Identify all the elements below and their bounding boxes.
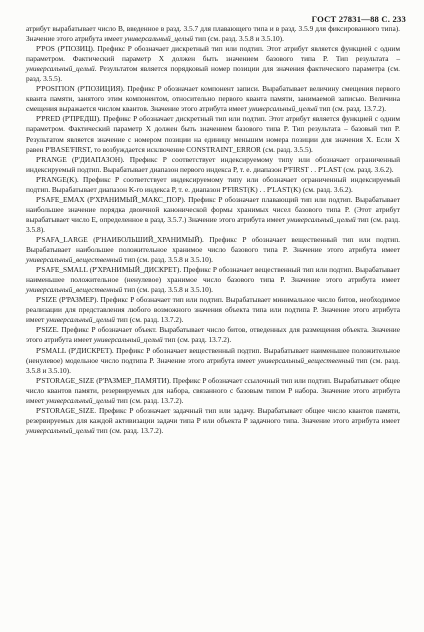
text-run: P'PRED (P'ПРЕДШ). Префикс P обозначает дискретный тип или подтип. Этот атрибут является функцией с одним параметром. Фактический параметр X должен быть значением базового типа P. Тип результата – базовый тип P. Результатом является значение с номером позиции на единицу меньшим номера позиции для значения X. Если X равен P'BASE'FIRST, то возбуждается исключение CONSTRAINT_ERROR (см. разд. 3.5.5). (26, 114, 400, 154)
italic-term: универсальный_целый (124, 34, 194, 44)
text-run: тип (см. разд. 3.5.8 и 3.5.10). (26, 355, 400, 375)
italic-term: универсальный_вещественный (26, 285, 123, 295)
text-run: P'SAFA_LARGE (P'НАИБОЛЬШИЙ_ХРАНИМЫЙ). Префикс P обозначает вещественный тип или подтип. Вырабатывает наибольшее положительное хранимое число базового типа P. Значение этого атрибута имеет (26, 234, 400, 255)
paragraph (26, 24, 400, 44)
italic-term: универсальный_целый (46, 395, 115, 405)
italic-term: универсальный_целый (248, 104, 318, 114)
text-run: P'SMALL (P'ДИСКРЕТ). Префикс P обозначает вещественный подтип. Вырабатывает наименьшее положительное (ненулевое) модельное число подтипа P. Значение этого атрибута имеет (26, 345, 400, 365)
text-run: P'STORAGE_SIZE (P'РАЗМЕР_ПАМЯТИ). Префикс P обозначает ссылочный тип или подтип. Вырабатывает общее число квантов памяти, резервируемых для набора, связанного с базовым типом P набора. Значение этого атрибута имеет (26, 375, 400, 405)
text-run: P'SAFE_EMAX (P'ХРАНИМЫЙ_МАКС_ПОР). Префикс P обозначает плавающий тип или подтип. Вырабатывает наибольшее значение порядка двоичной канонической формы хранимых чисел базового типа P. (Этот атрибут вырабатывает число E, определенное в разд. 3.5.7.) Значение этого атрибута имеет (26, 194, 400, 224)
text-run: тип (см. разд. 13.7.2). (317, 104, 387, 114)
paragraph (26, 155, 400, 175)
text-run: P'STORAGE_SIZE. Префикс P обозначает задачный тип или задачу. Вырабатывает общее число квантов памяти, резервируемых для каждой активизации задачи типа P или объекта P задачного типа. Значение этого атрибута имеет (26, 405, 400, 425)
italic-term: универсальный_целый (26, 64, 95, 74)
italic-term: универсальный_целый (46, 315, 115, 325)
text-run: тип (см. разд. 3.5.8 и 3.5.10). (122, 255, 214, 265)
page-header: ГОСТ 27831—88 С. 233 (311, 14, 406, 24)
italic-term: универсальный_целый (286, 214, 356, 224)
text-run: тип (см. разд. 3.5.8 и 3.5.10). (193, 34, 284, 44)
paragraph (26, 175, 400, 195)
paragraph (26, 325, 400, 345)
paragraph (26, 265, 400, 295)
text-run: тип (см. разд. 13.7.2). (114, 315, 184, 325)
paragraph (26, 406, 400, 436)
text-run: тип (см. разд. 3.5.8 и 3.5.10). (122, 285, 214, 295)
text-run: тип (см. разд. 3.5.8). (26, 214, 400, 234)
text-run: P'POS (P'ПОЗИЦ). Префикс P обозначает дискретный тип или подтип. Этот атрибут является функцией с одним параметром. Фактический параметр X должен быть значением базового типа P. Тип результата – (26, 44, 400, 64)
paragraph (26, 44, 400, 84)
italic-term: универсальный_целый (26, 425, 95, 435)
text-run: тип (см. разд. 13.7.2). (162, 335, 232, 345)
text-run: атрибут вырабатывает число B, введенное в разд. 3.5.7 для плавающего типа и в разд. 3.5.9 для фиксированного типа). Значение этого атрибута имеет (26, 24, 400, 44)
paragraph (26, 346, 400, 376)
text-run: P'POSITION (P'ПОЗИЦИЯ). Префикс P обозначает компонент записи. Вырабатывает величину смещения первого кванта памяти, занятого этим компонентом, относительно первого кванта памяти, занимаемой записью. Величина смещения выражается числом квантов. Значение этого атрибута имеет (26, 84, 400, 114)
italic-term: универсальный_вещественный (257, 355, 355, 365)
italic-term: универсальный_вещественный (26, 255, 123, 265)
italic-term: универсальный_целый (93, 335, 163, 345)
text-run: тип (см. разд. 13.7.2). (94, 425, 164, 435)
text-run: P'SIZE. Префикс P обозначает объект. Вырабатывает число битов, отведенных для размещения объекта. Значение этого атрибута имеет (26, 325, 400, 345)
paragraph (26, 114, 400, 154)
text-run: P'SAFE_SMALL (P'ХРАНИМЫЙ_ДИСКРЕТ). Префикс P обозначает вещественный тип или подтип. Вырабатывает наименьшее положительное (ненулевое) хранимое число базового типа P. Значение этого атрибута имеет (26, 265, 400, 285)
paragraph (26, 295, 400, 325)
text-run: . Результатом является порядковый номер позиции для значения фактического параметра (см. разд. 3.5.5). (26, 64, 400, 84)
text-run: P'RANGE(K). Префикс P соответствует индексируемому типу или обозначает ограниченный индексируемый подтип. Вырабатывает диапазон K-го индекса P, т. е. диапазон P'FIRST(K) . . P'LAST(K) (см. разд. 3.6.2). (26, 174, 400, 194)
paragraph (26, 235, 400, 265)
text-run: P'SIZE (P'РАЗМЕР). Префикс P обозначает тип или подтип. Вырабатывает минимальное число битов, необходимое реализации для представления любого возможного значения объекта типа или подтипа P. Значение этого атрибута имеет (26, 295, 400, 325)
document-body (26, 24, 400, 436)
text-run: тип (см. разд. 13.7.2). (114, 395, 184, 405)
paragraph (26, 195, 400, 235)
text-run: P'RANGE (P'ДИАПАЗОН). Префикс P соответствует индексируемому типу или обозначает ограниченный индексируемый подтип. Вырабатывает диапазон первого индекса P, т. е. диапазон P'FIRST . . P'LAST (см. разд. 3.6.2). (26, 154, 400, 174)
paragraph (26, 376, 400, 406)
paragraph (26, 84, 400, 114)
